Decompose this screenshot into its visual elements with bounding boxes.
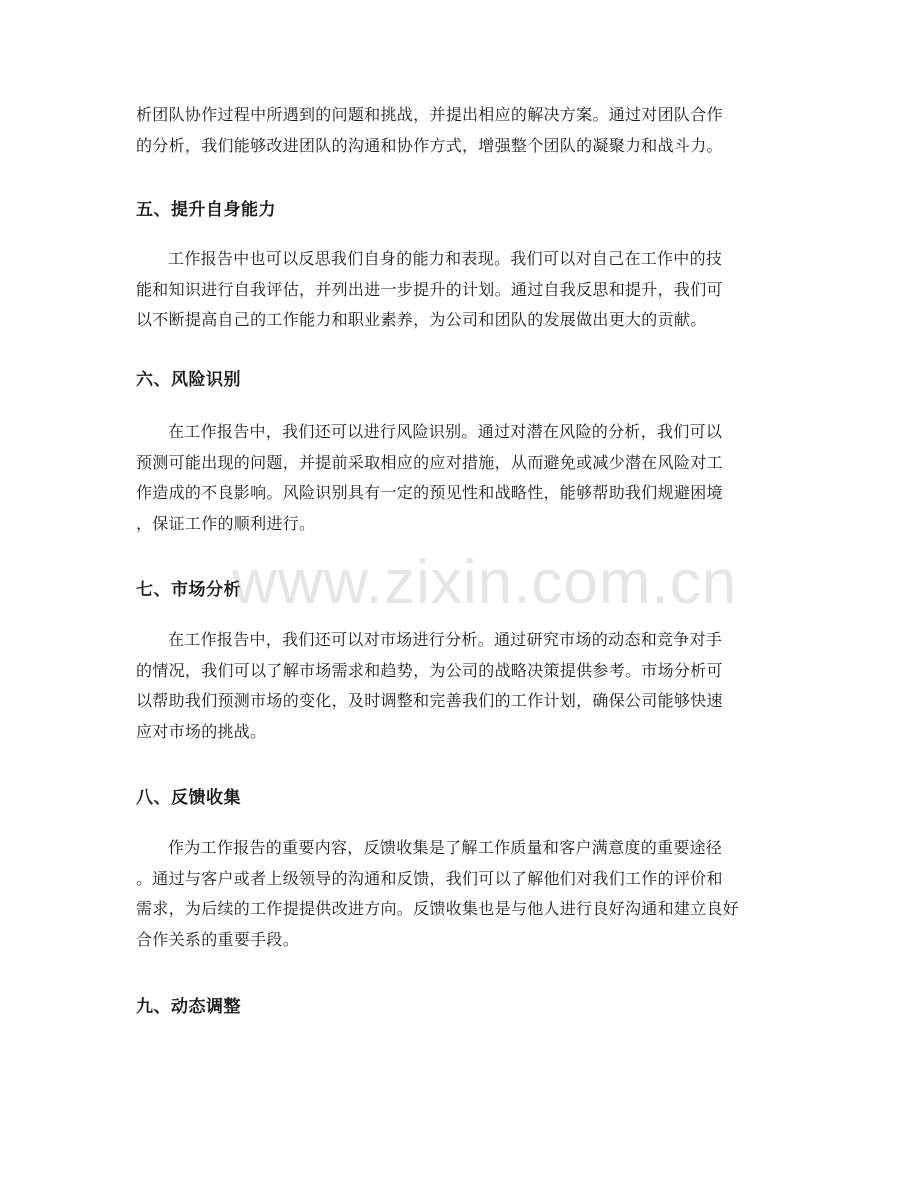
paragraph-line: 合作关系的重要手段。 [136,929,300,949]
paragraph-line: 需求，为后续的工作提提供改进方向。反馈收集也是与他人进行良好沟通和建立良好 [136,899,740,918]
paragraph-line: 预测可能出现的问题，并提前采取相应的应对措施，从而避免或减少潜在风险对工 [136,452,723,472]
section-title: 六、风险识别 [136,370,241,390]
section-title: 五、提升自身能力 [136,200,276,220]
paragraph-line: 作为工作报告的重要内容，反馈收集是了解工作质量和客户满意度的重要途径 [168,838,723,857]
paragraph-line: ，保证工作的顺利进行。 [136,513,316,533]
section-paragraph-8 [136,833,786,955]
paragraph-line: 应对市场的挑战。 [136,721,267,741]
paragraph-line: 以帮助我们预测市场的变化，及时调整和完善我们的工作计划，确保公司能够快速 [136,691,723,710]
section-paragraph-5 [136,244,786,336]
paragraph-line: 在工作报告中，我们还可以对市场进行分析。通过研究市场的动态和竞争对手 [168,630,723,649]
section-heading-5 [136,198,786,222]
section-title: 七、市场分析 [136,580,241,600]
paragraph-line: 以不断提高自己的工作能力和职业素养，为公司和团队的发展做出更大的贡献。 [136,310,707,329]
section-heading-9 [136,995,786,1019]
section-title: 八、反馈收集 [136,788,241,808]
section-title: 九、动态调整 [136,997,241,1017]
paragraph-line: 作造成的不良影响。风险识别具有一定的预见性和战略性，能够帮助我们规避困境 [136,483,723,502]
section-heading-6 [136,368,786,392]
paragraph-line: 析团队协作过程中所遇到的问题和挑战，并提出相应的解决方案。通过对团队合作 [136,105,723,124]
paragraph-line: 能和知识进行自我评估，并列出进一步提升的计划。通过自我反思和提升，我们可 [136,279,723,299]
paragraph-line: 的情况，我们可以了解市场需求和趋势，为公司的战略决策提供参考。市场分析可 [136,660,723,680]
paragraph-line: 。通过与客户或者上级领导的沟通和反馈，我们可以了解他们对我们工作的评价和 [136,868,723,888]
continuation-paragraph [136,100,786,161]
watermark: www.zixin.com.cn [232,548,738,617]
section-paragraph-7 [136,625,786,747]
paragraph-line: 的分析，我们能够改进团队的沟通和协作方式，增强整个团队的凝聚力和战斗力。 [136,135,723,155]
section-heading-8 [136,786,786,810]
section-heading-7 [136,578,786,602]
paragraph-line: 工作报告中也可以反思我们自身的能力和表现。我们可以对自己在工作中的技 [168,249,723,268]
section-paragraph-6 [136,417,786,539]
paragraph-line: 在工作报告中，我们还可以进行风险识别。通过对潜在风险的分析，我们可以 [168,422,723,441]
